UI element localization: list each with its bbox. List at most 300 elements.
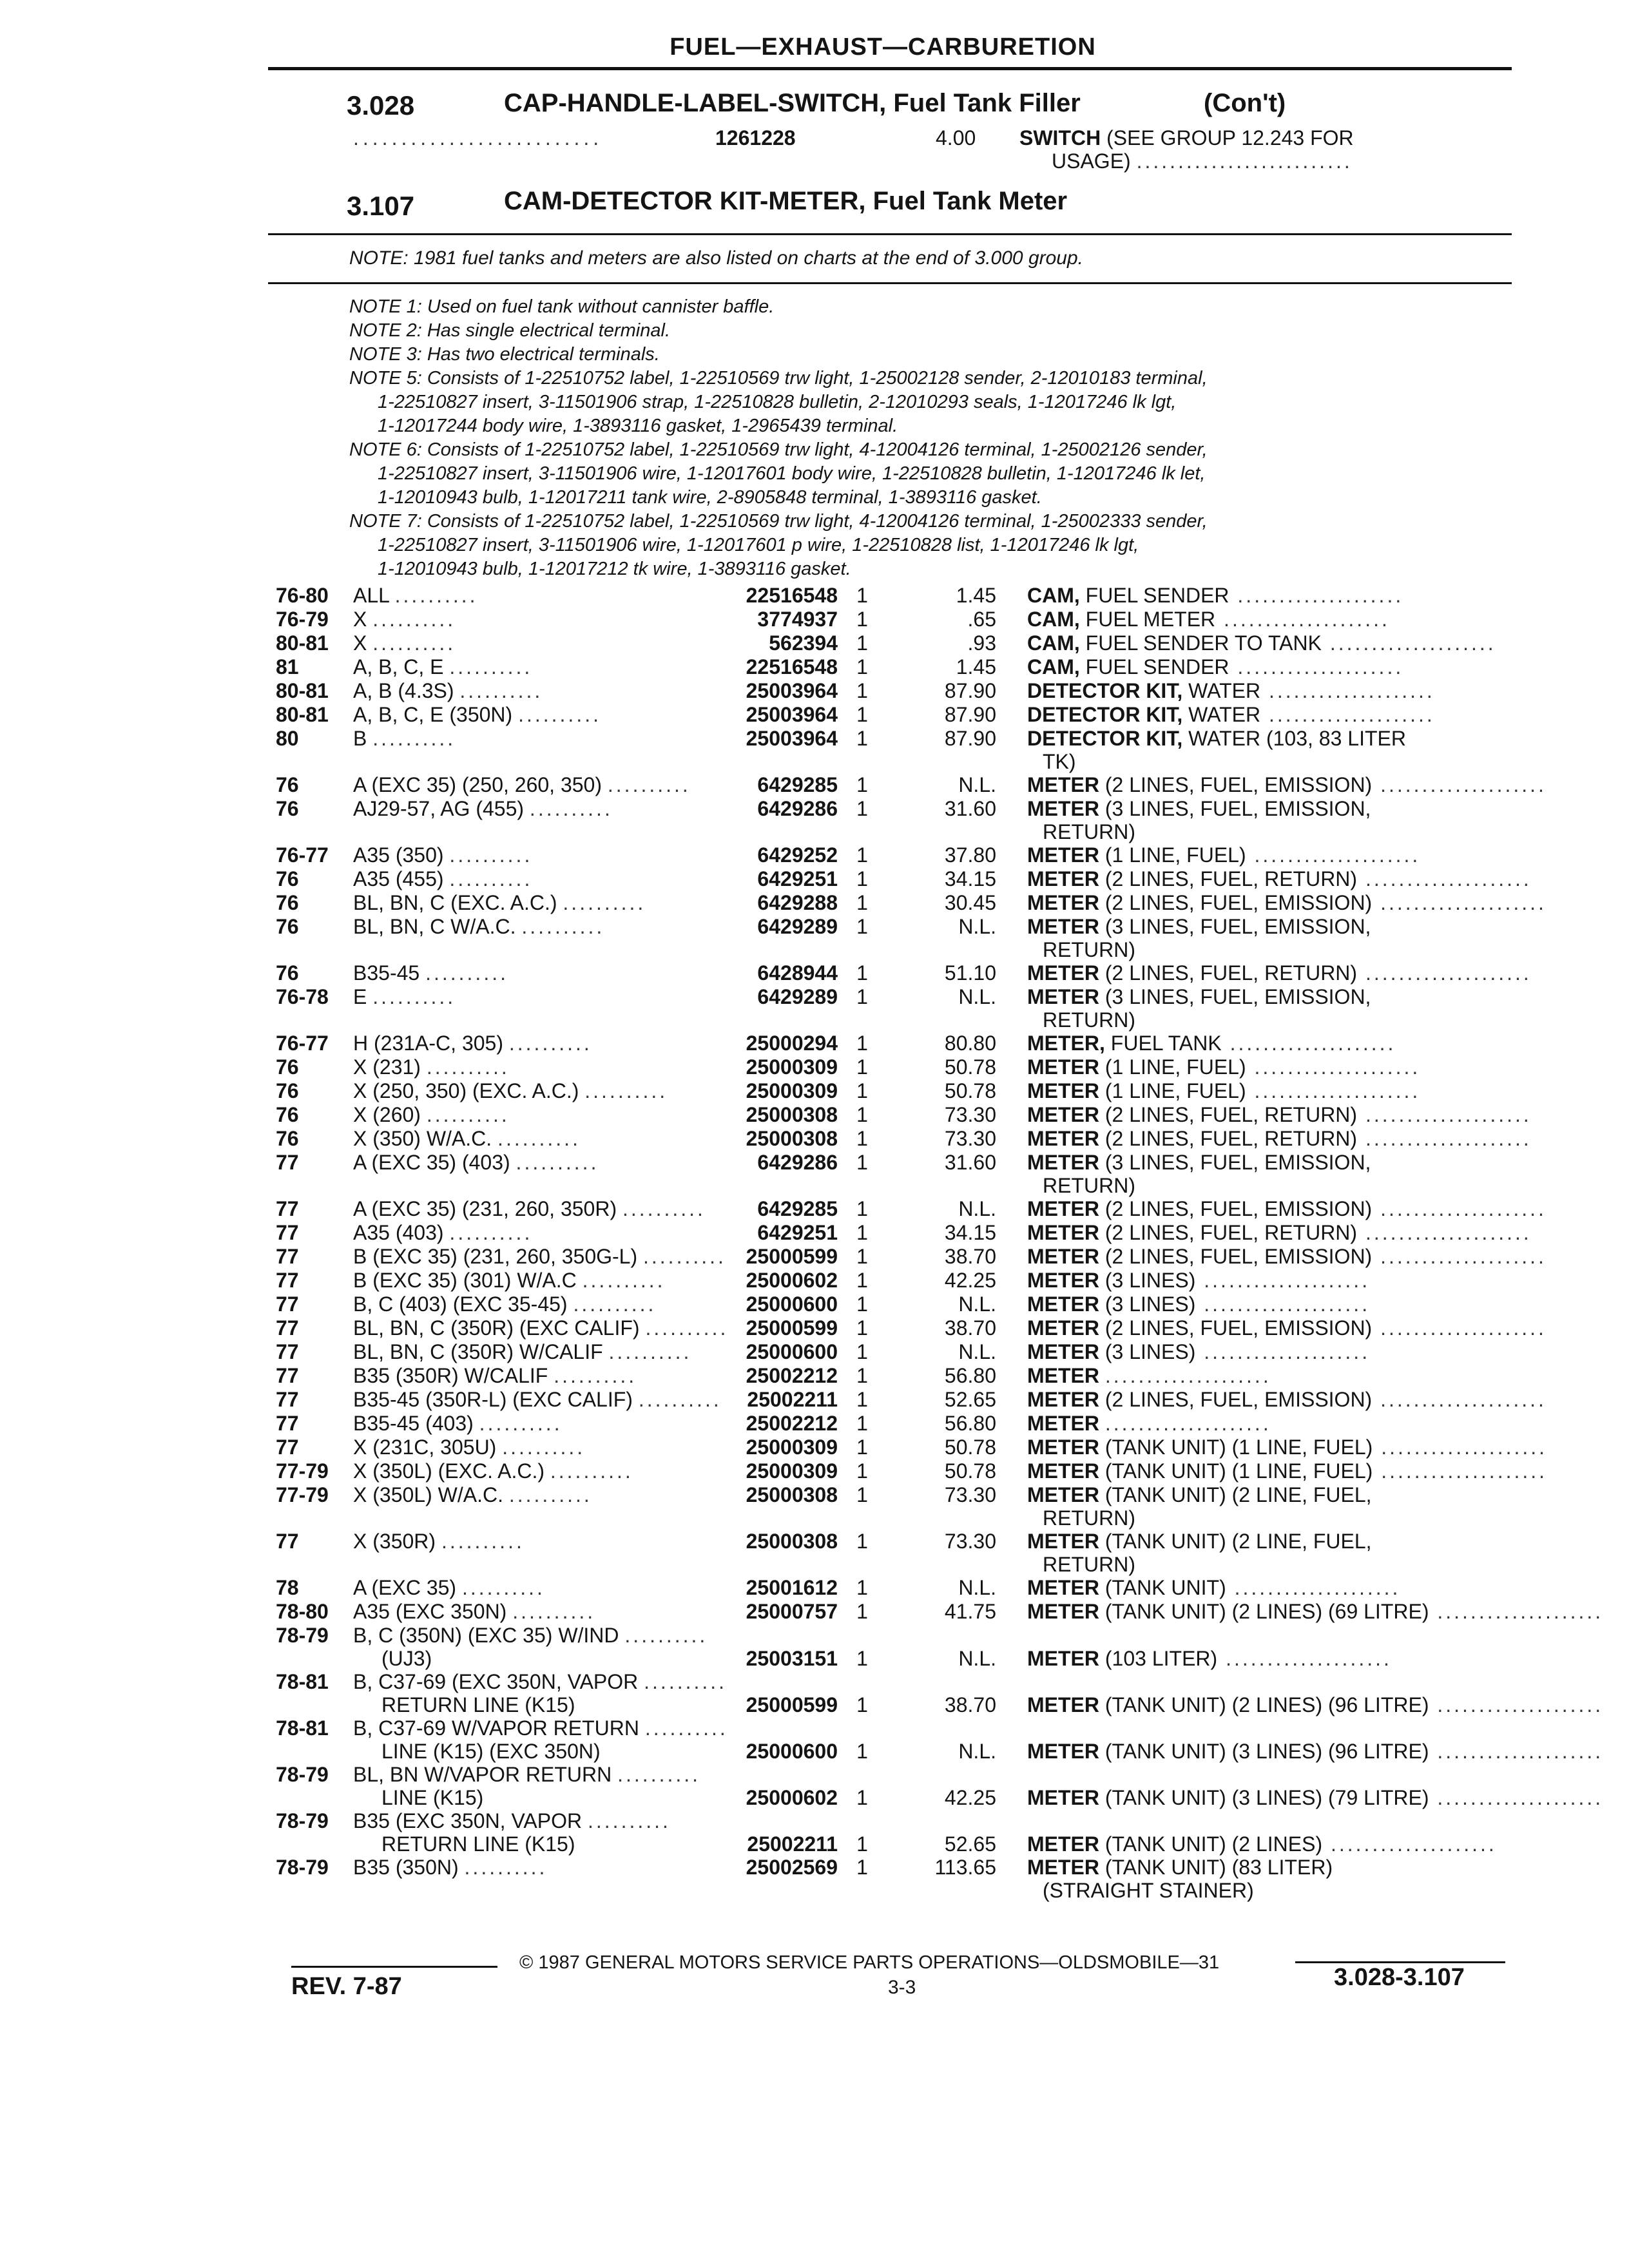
row-year: 76 [276,1079,299,1102]
row-description-leader: .................... [1217,1647,1392,1670]
row-models-leader: .......... [582,1269,666,1292]
row-description-bold: METER [1027,1364,1099,1387]
row-models-leader: .......... [645,1316,729,1340]
row-description [1027,1459,1547,1483]
row-description [1027,1245,1547,1269]
row-description-bold: METER [1027,843,1099,867]
row-models-leader: .......... [529,797,613,820]
row-description-bold: METER, [1027,1032,1105,1055]
row-description-text: (3 LINES, FUEL, EMISSION, [1104,1151,1371,1174]
note-line: NOTE 2: Has single electrical terminal. [349,320,670,341]
row-models-leader: .......... [449,655,533,678]
row-part-number: 6429251 [757,867,838,890]
row-description [1027,1269,1370,1293]
row-description-bold: DETECTOR KIT, [1027,679,1183,702]
row-year: 77-79 [276,1483,329,1506]
row-description [1027,773,1547,797]
row-description-text: (3 LINES, FUEL, EMISSION, [1104,985,1371,1008]
row-price: 52.65 [944,1388,996,1411]
row-part-number: 6429285 [757,1197,838,1220]
row-models-leader: .......... [584,1079,668,1102]
row-models: B35 (350R) W/CALIF .......... [353,1364,637,1387]
row-quantity: 1 [856,1388,868,1411]
row-year: 78-81 [276,1716,329,1740]
row-models: BL, BN, C (EXC. A.C.) .......... [353,891,646,914]
row-year: 78-81 [276,1670,329,1693]
row-description [1027,1576,1400,1600]
row-quantity: 1 [856,1293,868,1316]
row-description-text: WATER [1188,679,1261,702]
row-models: X (350) W/A.C. .......... [353,1127,581,1150]
row-models: B35-45 .......... [353,961,508,985]
row-price: 73.30 [944,1103,996,1126]
row-description-leader: .................... [1372,1245,1547,1268]
row-year: 78-79 [276,1624,329,1647]
row-models-leader: .......... [607,773,691,796]
row-year: 76 [276,1127,299,1150]
note-line: NOTE 1: Used on fuel tank without cannister baffle. [349,296,775,317]
row-price: 56.80 [944,1412,996,1435]
row-description-text: (TANK UNIT) (1 LINE, FUEL) [1104,1459,1373,1483]
row-price: 38.70 [944,1245,996,1268]
row-description-text: (3 LINES) [1104,1340,1196,1363]
row-description-leader: .................... [1246,1079,1421,1102]
row-price: 34.15 [944,1221,996,1244]
row-part-number: 25000294 [746,1032,838,1055]
row-description [1027,1786,1603,1810]
row-description-text: (TANK UNIT) (1 LINE, FUEL) [1104,1436,1373,1459]
section1-desc-bold: SWITCH [1019,126,1101,149]
row-description-bold: METER [1027,1388,1099,1411]
row-models: A35 (EXC 350N) .......... [353,1600,596,1623]
row-quantity: 1 [856,679,868,702]
row-price: 73.30 [944,1530,996,1553]
row-year: 77 [276,1388,299,1411]
section1-price: 4.00 [936,126,976,149]
row-description-leader: .................... [1195,1293,1371,1316]
row-quantity: 1 [856,1832,868,1856]
row-description-bold: METER [1027,1856,1099,1879]
row-year: 77 [276,1293,299,1316]
row-price: N.L. [958,1340,996,1363]
row-description-text: (2 LINES, FUEL, RETURN) [1104,867,1358,890]
row-models-leader: .......... [464,1856,548,1879]
row-models: B .......... [353,727,456,750]
row-description-leader: .................... [1357,1221,1532,1244]
row-description-bold: METER [1027,1245,1099,1268]
row-description-cont: TK) [1043,750,1076,773]
row-models-leader: .......... [426,1103,510,1126]
footer-section-range: 3.028-3.107 [1334,1964,1465,1991]
row-quantity: 1 [856,608,868,631]
note-line: NOTE 7: Consists of 1-22510752 label, 1-22510569 trw light, 4-12004126 terminal, 1-25002333 sender, [349,511,1208,532]
row-part-number: 22516548 [746,584,838,607]
row-year: 76 [276,797,299,820]
row-description [1027,797,1371,821]
section1-leader-dots: .......................... [353,126,603,149]
row-description-bold: METER [1027,985,1099,1008]
row-description-bold: METER [1027,1197,1099,1220]
row-quantity: 1 [856,1856,868,1879]
row-description-cont: RETURN) [1043,1506,1135,1530]
row-part-number: 3774937 [757,608,838,631]
row-quantity: 1 [856,1364,868,1387]
row-description [1027,1293,1370,1316]
row-year: 80-81 [276,679,329,702]
row-description-text: (103 LITER) [1104,1647,1218,1670]
row-description-leader: .................... [1260,703,1435,726]
row-year: 76-77 [276,843,329,867]
row-models: X (231C, 305U) .......... [353,1436,586,1459]
row-description [1027,1151,1371,1175]
note-line: NOTE 5: Consists of 1-22510752 label, 1-22510569 trw light, 1-25002128 sender, 2-12010183 terminal, [349,368,1208,389]
row-description-leader: .................... [1372,1197,1547,1220]
section2-rule-bottom [268,282,1512,284]
row-models-leader: .......... [516,1151,599,1174]
row-year: 78-79 [276,1856,329,1879]
row-description-text: FUEL TANK [1110,1032,1222,1055]
row-description-text: FUEL SENDER TO TANK [1085,631,1322,655]
row-part-number: 6428944 [757,961,838,985]
row-description [1027,1055,1420,1079]
row-description-bold: METER [1027,1576,1099,1599]
row-models-leader: .......... [461,1576,545,1599]
row-description-text: (2 LINES, FUEL, RETURN) [1104,1221,1358,1244]
row-models: A35 (403) .......... [353,1221,533,1244]
row-description [1027,1530,1372,1553]
row-part-number: 25003151 [746,1647,838,1670]
row-year: 77-79 [276,1459,329,1483]
row-price: 1.45 [956,655,996,678]
row-year: 76-79 [276,608,329,631]
row-price: 30.45 [944,891,996,914]
row-price: 113.65 [934,1856,996,1879]
row-price: 80.80 [944,1032,996,1055]
row-quantity: 1 [856,1483,868,1506]
row-models-leader: .......... [497,1127,581,1150]
row-description-leader: .................... [1429,1786,1604,1809]
row-description-leader: .................... [1373,1436,1548,1459]
row-part-number: 6429285 [757,773,838,796]
row-description-bold: METER [1027,1647,1099,1670]
row-models-leader: .......... [449,1221,533,1244]
row-description [1027,1388,1547,1412]
row-description-bold: CAM, [1027,584,1080,607]
row-description-bold: METER [1027,773,1099,796]
row-quantity: 1 [856,1459,868,1483]
row-description-bold: METER [1027,1483,1099,1506]
row-price: 50.78 [944,1436,996,1459]
row-quantity: 1 [856,985,868,1008]
row-models-leader: .......... [617,1763,701,1786]
row-quantity: 1 [856,1221,868,1244]
row-price: .65 [967,608,996,631]
section2-note: NOTE: 1981 fuel tanks and meters are also listed on charts at the end of 3.000 group. [349,247,1084,269]
row-description-leader: .................... [1195,1340,1371,1363]
row-description-text: (3 LINES, FUEL, EMISSION, [1104,797,1371,820]
row-year: 80-81 [276,703,329,726]
row-models: A35 (350) .......... [353,843,533,867]
row-year: 76-80 [276,584,329,607]
row-part-number: 25000599 [746,1693,838,1716]
row-year: 77 [276,1151,299,1174]
row-description-text: (3 LINES) [1104,1269,1196,1292]
row-description-cont: (STRAIGHT STAINER) [1043,1879,1254,1902]
row-models-leader: .......... [372,727,456,750]
row-models-leader: .......... [426,1055,510,1079]
row-quantity: 1 [856,631,868,655]
row-quantity: 1 [856,1740,868,1763]
row-description-bold: CAM, [1027,655,1080,678]
row-description-bold: METER [1027,1832,1099,1856]
row-quantity: 1 [856,1103,868,1126]
section1-desc-rest: (SEE GROUP 12.243 FOR [1106,126,1354,149]
row-models: A (EXC 35) (231, 260, 350R) .......... [353,1197,706,1220]
row-part-number: 25000600 [746,1340,838,1363]
row-price: N.L. [958,1293,996,1316]
footer-page-number: 3-3 [888,1977,916,1998]
row-quantity: 1 [856,1151,868,1174]
row-description-text: (2 LINES, FUEL, EMISSION) [1104,1197,1373,1220]
row-quantity: 1 [856,1032,868,1055]
row-price: N.L. [958,1197,996,1220]
row-description [1027,1032,1396,1055]
row-description-leader: .................... [1321,631,1496,655]
row-models: BL, BN W/VAPOR RETURN .......... [353,1763,701,1786]
row-year: 77 [276,1245,299,1268]
row-models: A, B, C, E .......... [353,655,533,678]
row-part-number: 25003964 [746,703,838,726]
row-description [1027,985,1371,1009]
row-description-bold: METER [1027,1103,1099,1126]
section2-number: 3.107 [347,191,415,221]
row-models: AJ29-57, AG (455) .......... [353,797,613,820]
row-description [1027,1364,1271,1388]
row-quantity: 1 [856,891,868,914]
row-models-leader: .......... [643,1245,726,1268]
row-description [1027,1436,1547,1459]
row-description-leader: .................... [1246,843,1421,867]
row-description-text: (1 LINE, FUEL) [1104,1055,1246,1079]
row-year: 78-80 [276,1600,329,1623]
row-models: B (EXC 35) (301) W/A.C .......... [353,1269,666,1292]
row-description-bold: CAM, [1027,631,1080,655]
row-part-number: 25003964 [746,727,838,750]
row-description-leader: .................... [1260,679,1435,702]
row-price: .93 [967,631,996,655]
row-description-text: (TANK UNIT) (2 LINES) [1104,1832,1323,1856]
row-description [1027,891,1547,915]
section2-title: CAM-DETECTOR KIT-METER, Fuel Tank Meter [504,187,1068,215]
row-price: 87.90 [944,679,996,702]
row-description [1027,1647,1392,1671]
row-models-leader: .......... [588,1809,671,1832]
row-models: X (231) .......... [353,1055,510,1079]
row-part-number: 25000757 [746,1600,838,1623]
row-models: A, B (4.3S) .......... [353,679,543,702]
row-models: BL, BN, C W/A.C. .......... [353,915,605,938]
row-description-bold: METER [1027,1459,1099,1483]
row-description-text: WATER [1188,703,1261,726]
row-description-text: (TANK UNIT) (2 LINES) (96 LITRE) [1104,1693,1429,1716]
row-models-leader: .......... [608,1340,692,1363]
row-description-bold: METER [1027,891,1099,914]
row-models: B, C37-69 W/VAPOR RETURN .......... [353,1716,728,1740]
row-models: A (EXC 35) (250, 260, 350) .......... [353,773,691,796]
row-year: 76 [276,1055,299,1079]
row-quantity: 1 [856,1786,868,1809]
footer-rule-right [1295,1961,1505,1963]
row-models-leader: .......... [372,985,456,1008]
row-description [1027,1340,1370,1364]
row-description-bold: METER [1027,1693,1099,1716]
row-part-number: 25002212 [746,1412,838,1435]
row-price: 38.70 [944,1693,996,1716]
row-part-number: 25003964 [746,679,838,702]
row-models: B35 (350N) .......... [353,1856,548,1879]
row-part-number: 25002569 [746,1856,838,1879]
row-models: X .......... [353,631,456,655]
row-year: 76 [276,773,299,796]
row-quantity: 1 [856,1316,868,1340]
row-price: 31.60 [944,797,996,820]
row-models: B35 (EXC 350N, VAPOR .......... [353,1809,671,1832]
row-year: 80-81 [276,631,329,655]
row-year: 77 [276,1412,299,1435]
row-models: B, C (403) (EXC 35-45) .......... [353,1293,657,1316]
row-description [1027,1412,1271,1436]
row-price: N.L. [958,773,996,796]
row-description-bold: METER [1027,1316,1099,1340]
row-models-leader: .......... [518,703,601,726]
row-description-text: (TANK UNIT) (2 LINE, FUEL, [1104,1530,1372,1553]
row-year: 77 [276,1197,299,1220]
row-price: 87.90 [944,727,996,750]
row-description-bold: METER [1027,1740,1099,1763]
row-description-leader: .................... [1215,608,1390,631]
row-quantity: 1 [856,1197,868,1220]
row-models-cont: LINE (K15) [381,1786,484,1809]
row-quantity: 1 [856,843,868,867]
row-description-text: (3 LINES) [1104,1293,1196,1316]
row-description-leader: .................... [1429,1693,1604,1716]
row-part-number: 6429251 [757,1221,838,1244]
row-year: 78 [276,1576,299,1599]
row-description-bold: CAM, [1027,608,1080,631]
footer-rule-left [291,1966,497,1968]
row-price: N.L. [958,1647,996,1670]
row-quantity: 1 [856,797,868,820]
section1-desc [1019,126,1354,150]
row-part-number: 25000309 [746,1079,838,1102]
row-price: 50.78 [944,1459,996,1483]
page-header-title: FUEL—EXHAUST—CARBURETION [670,34,1096,61]
row-part-number: 25000309 [746,1436,838,1459]
row-models: X (350R) .......... [353,1530,525,1553]
row-part-number: 25000599 [746,1245,838,1268]
row-description-cont: RETURN) [1043,820,1135,843]
row-description [1027,843,1420,867]
row-description [1027,1103,1532,1127]
row-quantity: 1 [856,703,868,726]
row-price: 73.30 [944,1127,996,1150]
row-quantity: 1 [856,1412,868,1435]
row-models-leader: .......... [508,1032,592,1055]
row-models-leader: .......... [372,608,456,631]
row-models-leader: .......... [512,1600,596,1623]
row-part-number: 25000602 [746,1269,838,1292]
row-quantity: 1 [856,915,868,938]
note-line: NOTE 6: Consists of 1-22510752 label, 1-22510569 trw light, 4-12004126 terminal, 1-25002126 sender, [349,439,1208,460]
row-description-bold: METER [1027,1269,1099,1292]
row-models-leader: .......... [449,843,533,867]
row-description-cont: RETURN) [1043,938,1135,961]
row-description-leader: .................... [1357,867,1532,890]
row-description [1027,1316,1547,1340]
row-price: 52.65 [944,1832,996,1856]
row-year: 76 [276,891,299,914]
row-description-text: (3 LINES, FUEL, EMISSION, [1104,915,1371,938]
row-models: A35 (455) .......... [353,867,533,890]
row-description-leader: .................... [1229,655,1404,678]
row-price: 37.80 [944,843,996,867]
row-models: X (350L) (EXC. A.C.) .......... [353,1459,633,1483]
row-models-leader: .......... [449,867,533,890]
row-models-leader: .......... [573,1293,657,1316]
row-price: N.L. [958,985,996,1008]
section1-desc-dots: .......................... [1136,149,1353,173]
row-models-leader: .......... [644,1670,728,1693]
row-price: 42.25 [944,1269,996,1292]
row-models-cont: RETURN LINE (K15) [381,1832,575,1856]
row-description-leader: .................... [1229,584,1404,607]
row-models: B35-45 (350R-L) (EXC CALIF) .......... [353,1388,722,1411]
row-description [1027,961,1532,985]
row-description-text: FUEL METER [1085,608,1216,631]
row-price: 34.15 [944,867,996,890]
row-models-leader: .......... [624,1624,708,1647]
row-models: X (260) .......... [353,1103,510,1126]
row-part-number: 25000308 [746,1530,838,1553]
row-description-bold: METER [1027,1293,1099,1316]
row-description-bold: METER [1027,1786,1099,1809]
row-price: 73.30 [944,1483,996,1506]
row-description-text: FUEL SENDER [1085,584,1229,607]
row-description-text: (2 LINES, FUEL, EMISSION) [1104,773,1373,796]
row-description-leader: .................... [1322,1832,1497,1856]
row-description-bold: METER [1027,1600,1099,1623]
row-description [1027,1740,1603,1763]
row-description-bold: METER [1027,1436,1099,1459]
row-price: 1.45 [956,584,996,607]
row-models: H (231A-C, 305) .......... [353,1032,592,1055]
row-description [1027,1832,1497,1856]
row-description-bold: METER [1027,1151,1099,1174]
row-description-cont: RETURN) [1043,1553,1135,1576]
row-year: 77 [276,1269,299,1292]
row-description-leader: .................... [1221,1032,1396,1055]
row-part-number: 25002212 [746,1364,838,1387]
row-description-bold: METER [1027,1055,1099,1079]
row-description-bold: METER [1027,1221,1099,1244]
footer-copyright: © 1987 GENERAL MOTORS SERVICE PARTS OPERATIONS—OLDSMOBILE—31 [519,1952,1220,1973]
header-rule [268,67,1512,70]
row-description-leader: .................... [1372,1316,1547,1340]
row-quantity: 1 [856,1127,868,1150]
row-part-number: 6429252 [757,843,838,867]
row-models-cont: RETURN LINE (K15) [381,1693,575,1716]
row-quantity: 1 [856,867,868,890]
